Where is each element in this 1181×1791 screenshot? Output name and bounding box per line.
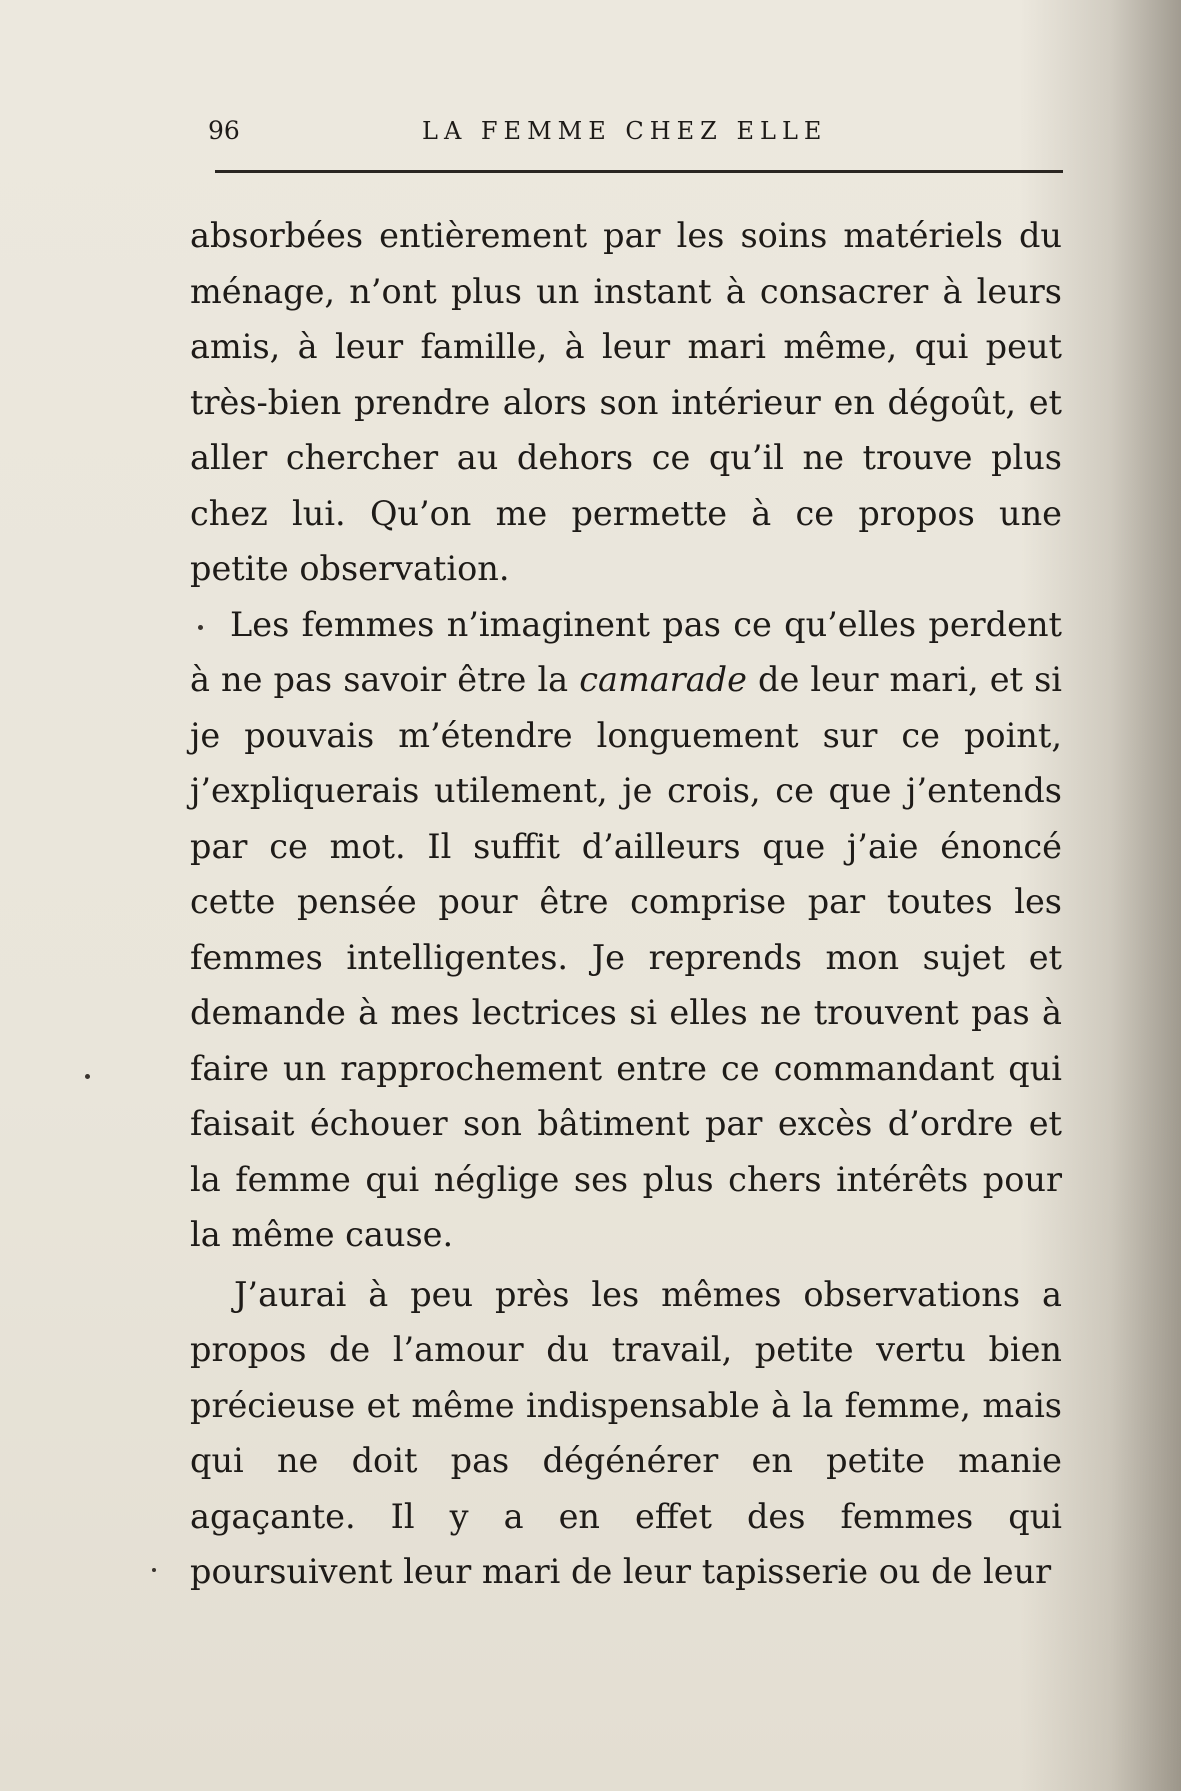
paragraph-1: absorbées entièrement par les soins matériels du ménage, n’ont plus un instant à consacrer à leurs amis, à leur famille, à leur mari même, qui peut très-bien prendre alors son intérieur en dégoût, et aller chercher au dehors ce qu’il ne trouve plus chez lui. Qu’on me permette à ce propos une petite observation.	[190, 216, 1062, 588]
page-number: 96	[208, 116, 240, 145]
page-header	[205, 112, 1060, 152]
ink-speck	[198, 625, 203, 630]
paragraph-2-text-start: Les femmes n’imaginent pas ce qu’elles perdent à ne pas savoir être la	[190, 604, 1062, 699]
paragraph-2	[190, 597, 1062, 1263]
running-title: LA FEMME CHEZ ELLE	[422, 117, 828, 145]
paragraph-2-italic-word: camarade	[579, 660, 747, 699]
ink-speck	[152, 1568, 156, 1572]
paragraph-2-text-end: de leur mari, et si je pouvais m’étendre longuement sur ce point, j’expliquerais utilement, je crois, ce que j’entends par ce mot. Il suffit d’ailleurs que j’aie énoncé cette pensée pour être comprise par toutes les femmes intelligentes. Je reprends mon sujet et demande à mes lectrices si elles ne trouvent pas à faire un rapprochement entre ce commandant qui faisait échouer son bâtiment par excès d’ordre et la femme qui néglige ses plus chers intérêts pour la même cause.	[190, 660, 1062, 1254]
header-rule	[215, 170, 1063, 173]
ink-speck	[85, 1074, 90, 1079]
paragraph-3: J’aurai à peu près les mêmes observations a propos de l’amour du travail, petite vertu bien précieuse et même indispensable à la femme, mais qui ne doit pas dégénérer en petite manie agaçante. Il y a en effet des femmes qui poursuivent leur mari de leur tapisserie ou de leur	[190, 1274, 1062, 1591]
body-text	[190, 208, 1062, 1600]
